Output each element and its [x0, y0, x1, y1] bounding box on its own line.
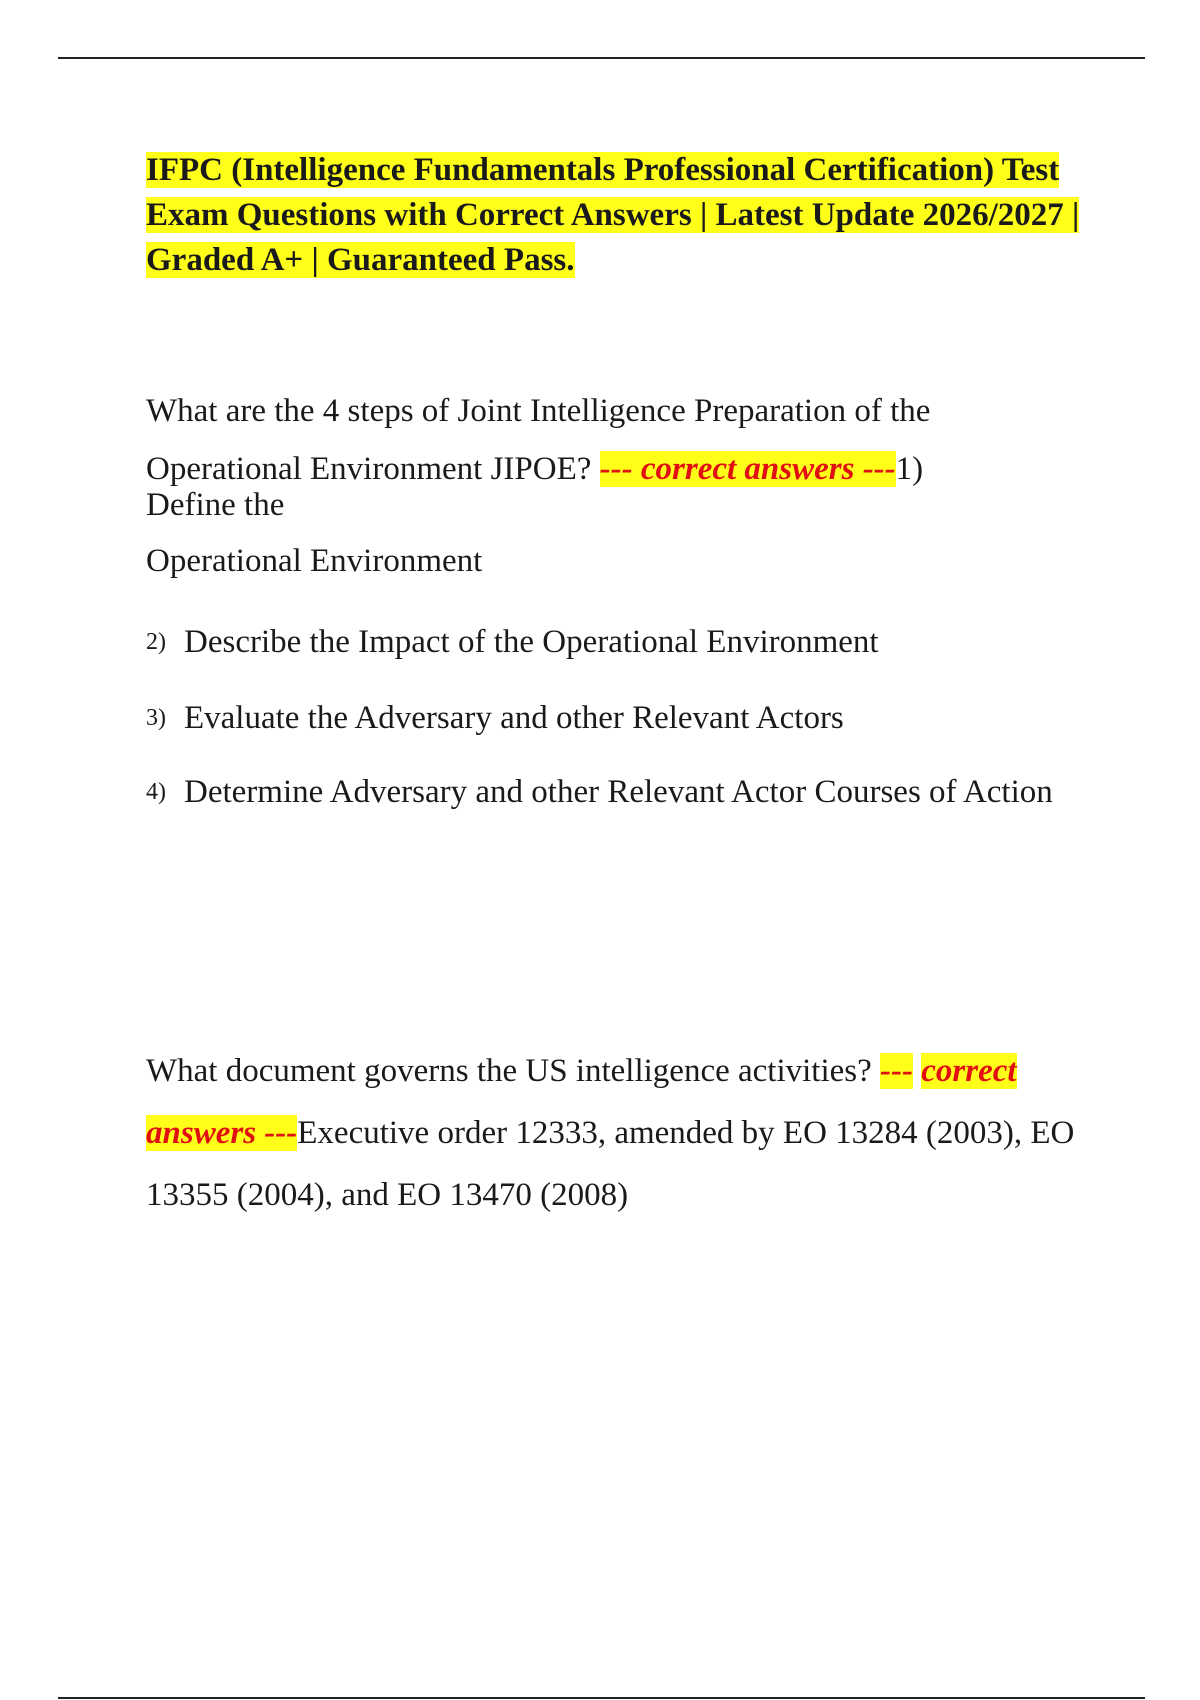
step-text: Determine Adversary and other Relevant Actor Courses of Action: [184, 774, 1053, 810]
step-number: 2): [146, 629, 166, 655]
answer-line-2: 13355 (2004), and EO 13470 (2008): [146, 1177, 629, 1213]
answer-marker-start: ---: [880, 1053, 913, 1089]
question-2-text: What document governs the US intelligence activities?: [146, 1053, 872, 1089]
list-item: [146, 620, 879, 664]
list-item: [146, 696, 844, 740]
answer-marker-rest: correct answers ---: [146, 1053, 1017, 1151]
step-text: Describe the Impact of the Operational Environment: [184, 624, 879, 660]
answer-text: Executive order 12333, amended by EO 13284 (2003), EO: [297, 1115, 1075, 1151]
answer-line-2: Operational Environment: [146, 543, 483, 579]
header-rule: [58, 57, 1145, 59]
step-number: 4): [146, 779, 166, 805]
question-1-text: What are the 4 steps of Joint Intelligence Preparation of the Operational Environment JIPOE?: [146, 393, 931, 487]
document-title: [146, 148, 1106, 283]
title-text: IFPC (Intelligence Fundamentals Professional Certification) Test Exam Questions with Correct Answers | Latest Update 2026/2027 | Graded A+ | Guaranteed Pass.: [146, 152, 1080, 278]
list-item: [146, 770, 1053, 814]
question-2: [146, 1040, 1076, 1226]
footer-rule: [58, 1697, 1145, 1699]
answer-continuation: Define the: [146, 487, 285, 523]
step-number: 3): [146, 705, 166, 731]
step-text: Evaluate the Adversary and other Relevant Actors: [184, 700, 844, 736]
answer-lead: 1): [895, 451, 924, 487]
question-1: [146, 382, 1076, 586]
answer-marker: --- correct answers ---: [599, 451, 896, 487]
